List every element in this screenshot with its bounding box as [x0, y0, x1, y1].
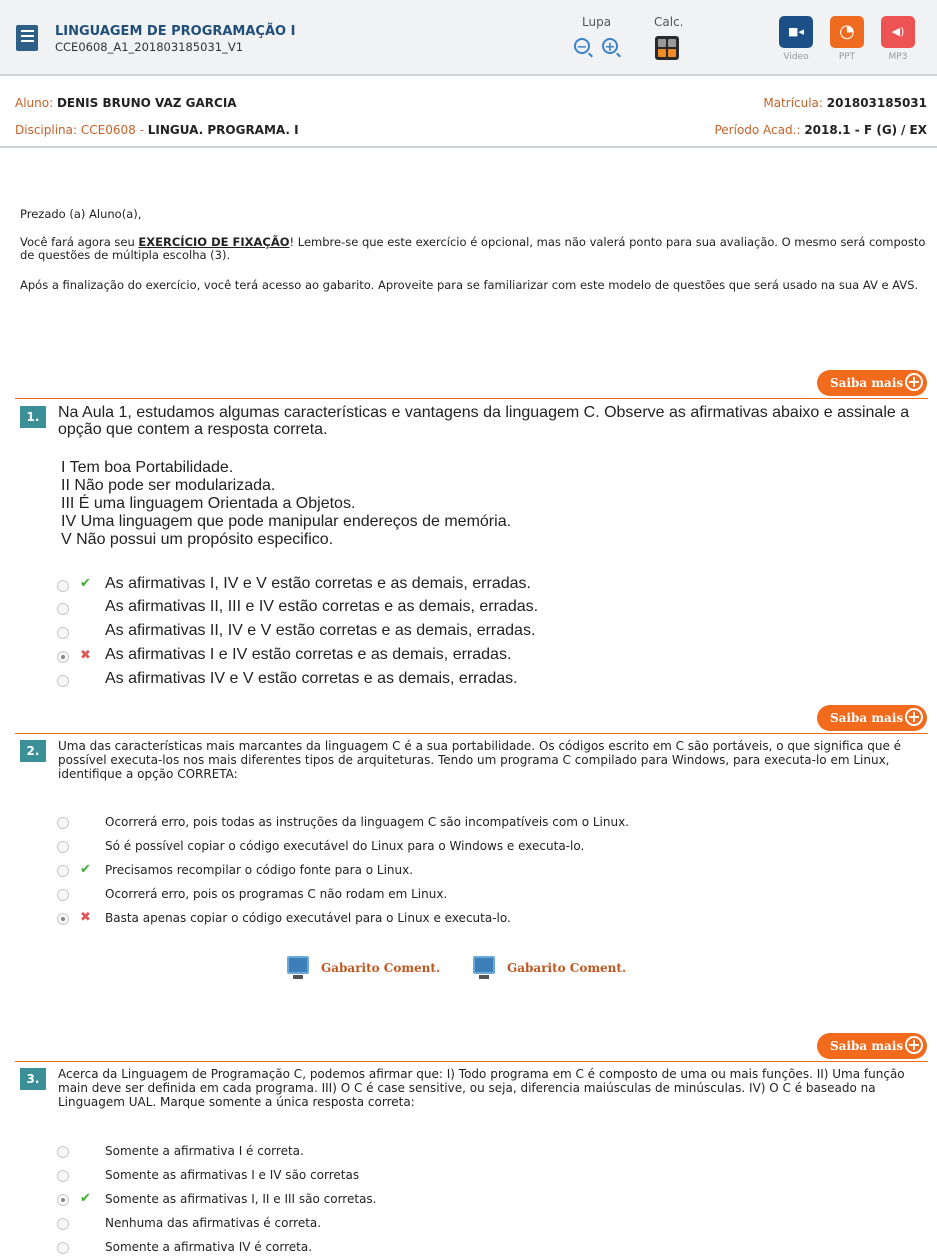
statement: V Não possui um propósito especifico.	[61, 531, 334, 548]
ppt-label: PPT	[838, 52, 856, 62]
option-radio[interactable]	[57, 627, 69, 639]
question-number: 2.	[20, 740, 46, 762]
option-radio[interactable]	[57, 675, 69, 687]
question-text: Uma das características mais marcantes da linguagem C é a sua portabilidade. Os códigos escrito em C são portáveis, o que significa que é possível executa-los nos mais diferentes tipos de arquiteturas. Tendo um programa C compilado para Windows, para executa-lo em Linux, identifique a opção CORRETA:	[58, 739, 902, 781]
wrong-x-icon: ✖	[80, 648, 91, 663]
plus-icon: +	[905, 373, 923, 391]
question-divider	[15, 398, 928, 399]
intro-greeting: Prezado (a) Aluno(a),	[20, 207, 142, 221]
correct-check-icon: ✔	[80, 576, 91, 591]
correct-check-icon: ✔	[80, 862, 91, 877]
saiba-mais-button[interactable]: Saiba mais +	[817, 370, 927, 396]
disciplina: Disciplina: CCE0608 - LINGUA. PROGRAMA. I	[15, 123, 299, 137]
course-title: LINGUAGEM DE PROGRAMAÇÃO I	[55, 24, 296, 39]
matricula: Matrícula: 201803185031	[763, 96, 927, 110]
calc-label: Calc.	[654, 15, 684, 29]
option-radio[interactable]	[57, 817, 69, 829]
option-label: Somente as afirmativas I e IV são corretas	[105, 1168, 360, 1182]
ppt-button[interactable]: ◔	[830, 16, 864, 48]
option-label: Ocorrerá erro, pois os programas C não rodam em Linux.	[105, 887, 448, 901]
saiba-mais-button[interactable]: Saiba mais +	[817, 705, 927, 731]
saiba-mais-button[interactable]: Saiba mais +	[817, 1033, 927, 1059]
option-label: As afirmativas IV e V estão corretas e as demais, erradas.	[105, 670, 518, 687]
option-radio-selected[interactable]	[57, 1194, 69, 1206]
statement: I Tem boa Portabilidade.	[61, 459, 234, 476]
option-label: Precisamos recompilar o código fonte para o Linux.	[105, 863, 414, 877]
video-label: Video	[783, 52, 809, 62]
top-toolbar	[0, 0, 937, 76]
question-divider	[15, 1061, 928, 1062]
book-icon	[16, 25, 38, 51]
monitor-icon	[473, 956, 495, 974]
lupa-label: Lupa	[582, 15, 612, 29]
option-label: Somente a afirmativa IV é correta.	[105, 1240, 313, 1254]
video-button[interactable]: ■◂	[779, 16, 813, 48]
option-label: Nenhuma das afirmativas é correta.	[105, 1216, 322, 1230]
option-radio[interactable]	[57, 841, 69, 853]
mp3-label: MP3	[888, 52, 908, 62]
periodo: Período Acad.: 2018.1 - F (G) / EX	[714, 123, 927, 137]
option-label: As afirmativas I, IV e V estão corretas e as demais, erradas.	[105, 575, 531, 592]
option-label: Só é possível copiar o código executável do Linux para o Windows e executa-lo.	[105, 839, 585, 853]
option-label: As afirmativas II, III e IV estão corretas e as demais, erradas.	[105, 598, 539, 615]
mp3-button[interactable]: ◀)	[881, 16, 915, 48]
question-number: 1.	[20, 406, 46, 428]
statement: II Não pode ser modularizada.	[61, 477, 276, 494]
correct-check-icon: ✔	[80, 1191, 91, 1206]
option-radio[interactable]	[57, 865, 69, 877]
option-radio[interactable]	[57, 580, 69, 592]
zoom-in-icon[interactable]: +	[602, 38, 618, 54]
option-radio[interactable]	[57, 1218, 69, 1230]
divider	[0, 146, 937, 148]
option-radio[interactable]	[57, 603, 69, 615]
option-radio-selected[interactable]	[57, 651, 69, 663]
student-name: Aluno: DENIS BRUNO VAZ GARCIA	[15, 96, 237, 110]
zoom-out-icon[interactable]: −	[574, 38, 590, 54]
plus-icon: +	[905, 1036, 923, 1054]
calculator-icon[interactable]	[655, 36, 679, 60]
question-text: Na Aula 1, estudamos algumas características e vantagens da linguagem C. Observe as afirmativas abaixo e assinale a opção que contem a resposta correta.	[58, 404, 910, 438]
option-label: As afirmativas II, IV e V estão corretas e as demais, erradas.	[105, 622, 536, 639]
intro-paragraph-2: Após a finalização do exercício, você terá acesso ao gabarito. Aproveite para se familiarizar com este modelo de questões que será usado na sua AV e AVS.	[20, 278, 919, 292]
option-radio[interactable]	[57, 1170, 69, 1182]
intro-paragraph-1: Você fará agora seu EXERCÍCIO DE FIXAÇÃO! Lembre-se que este exercício é opcional, mas não valerá ponto para sua avaliação. O mesmo será composto de questões de múltipla escolha (3).	[20, 235, 926, 262]
option-radio[interactable]	[57, 889, 69, 901]
option-radio-selected[interactable]	[57, 913, 69, 925]
statement: III É uma linguagem Orientada a Objetos.	[61, 495, 356, 512]
question-divider	[15, 733, 928, 734]
question-text: Acerca da Linguagem de Programação C, podemos afirmar que: I) Todo programa em C é composto de uma ou mais funções. II) Uma função main deve ser definida em cada programa. III) O C é case sensitive, ou seja, diferencia maiúsculas de minúsculas. IV) O C é baseado na Linguagem UAL. Marque somente a única resposta correta:	[58, 1067, 905, 1109]
option-radio[interactable]	[57, 1242, 69, 1254]
wrong-x-icon: ✖	[80, 910, 91, 925]
option-label: Ocorrerá erro, pois todas as instruções da linguagem C são incompatíveis com o Linux.	[105, 815, 629, 829]
plus-icon: +	[905, 708, 923, 726]
option-label: Somente a afirmativa I é correta.	[105, 1144, 304, 1158]
statement: IV Uma linguagem que pode manipular endereços de memória.	[61, 513, 512, 530]
option-label: As afirmativas I e IV estão corretas e as demais, erradas.	[105, 646, 512, 663]
option-label: Basta apenas copiar o código executável para o Linux e executa-lo.	[105, 911, 511, 925]
monitor-icon	[287, 956, 309, 974]
course-code: CCE0608_A1_201803185031_V1	[55, 40, 244, 54]
option-radio[interactable]	[57, 1146, 69, 1158]
option-label: Somente as afirmativas I, II e III são corretas.	[105, 1192, 377, 1206]
question-number: 3.	[20, 1068, 46, 1090]
